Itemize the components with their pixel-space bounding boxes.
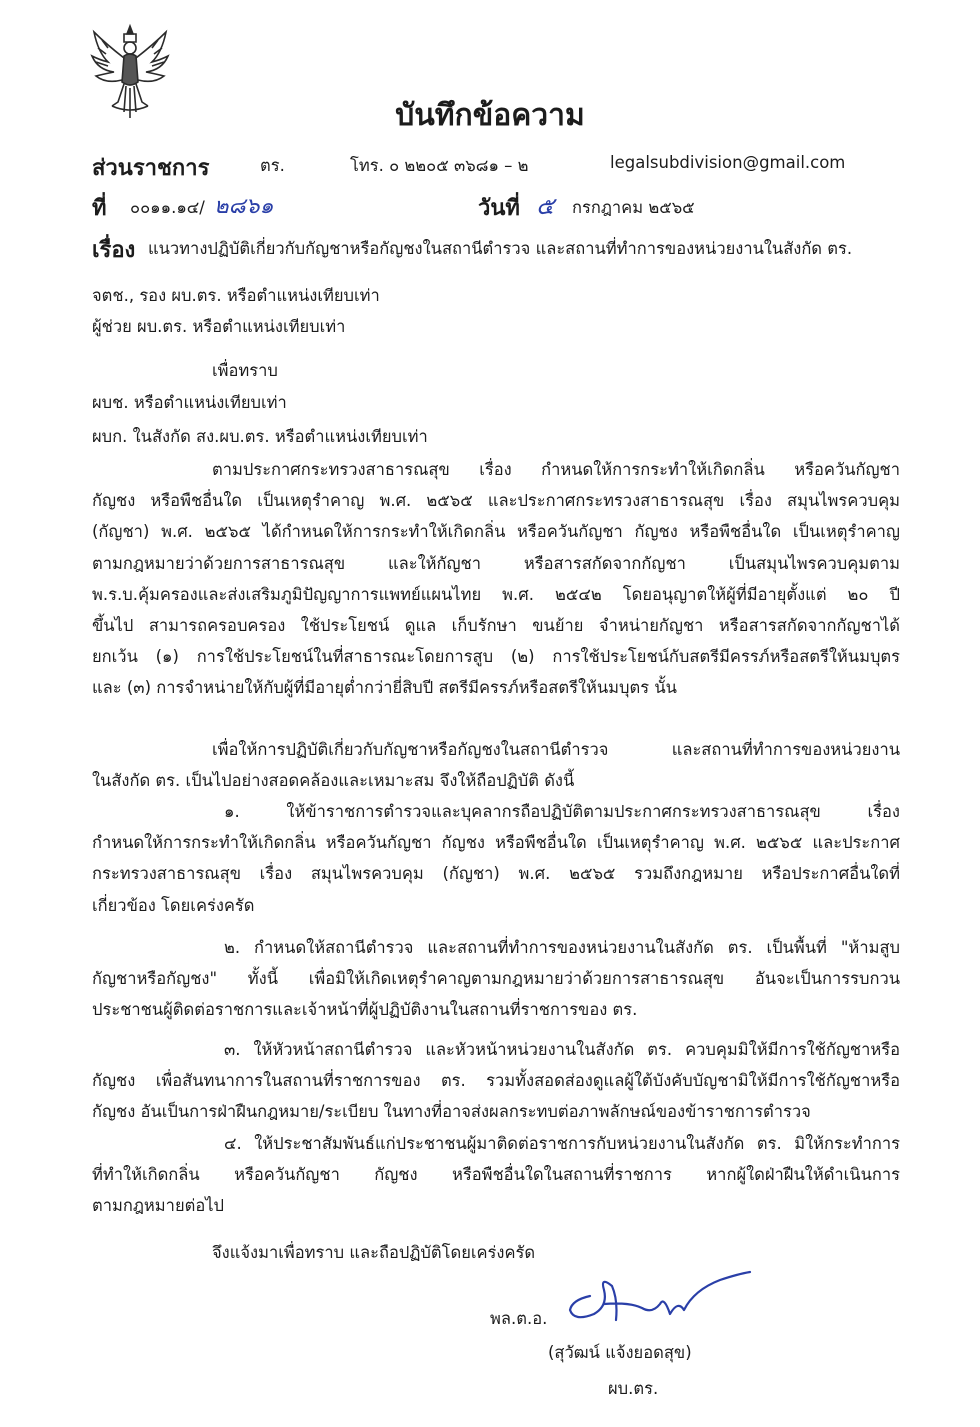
directive-item-4 <box>92 1128 900 1222</box>
closing-line: จึงแจ้งมาเพื่อทราบ และถือปฏิบัติโดยเคร่งครัด <box>212 1243 536 1262</box>
body-paragraph-2 <box>92 734 900 796</box>
memo-title: บันทึกข้อความ <box>395 98 585 133</box>
paragraph-line: ๓. ให้หัวหน้าสถานีตำรวจ และหัวหน้าหน่วยงานในสังกัด ตร. ควบคุมมิให้มีการใช้กัญชาหรือ <box>224 1040 900 1059</box>
cc-line: ผบช. หรือตำแหน่งเทียบเท่า <box>92 393 287 412</box>
paragraph-line: ขึ้นไป สามารถครอบครอง ใช้ประโยชน์ ดูแล เก็บรักษา ขนย้าย จำหน่ายกัญชา หรือสารสกัดจากกัญชาได้ <box>92 616 900 636</box>
for-info-label: เพื่อทราบ <box>212 361 278 380</box>
subject-label: เรื่อง <box>92 238 136 263</box>
paragraph-line: กำหนดให้การกระทำให้เกิดกลิ่น หรือควันกัญชา กัญชง หรือพืชอื่นใด เป็นเหตุรำคาญ พ.ศ. ๒๕๖๕ และประกาศ <box>92 833 900 853</box>
agency-label: ส่วนราชการ <box>92 156 210 181</box>
signer-name: (สุวัฒน์ แจ้งยอดสุข) <box>548 1343 692 1362</box>
date-month-year: กรกฎาคม ๒๕๖๕ <box>572 198 695 217</box>
paragraph-line: ยกเว้น (๑) การใช้ประโยชน์ในที่สาธารณะโดยการสูบ (๒) การใช้ประโยชน์กับสตรีมีครรภ์หรือสตรีให้นมบุตร <box>92 647 900 667</box>
paragraph-line: กัญชาหรือกัญชง" ทั้งนี้ เพื่อมิให้เกิดเหตุรำคาญตามกฎหมายว่าด้วยการสาธารณสุข อันจะเป็นการรบกวน <box>92 969 900 989</box>
body-paragraph-1 <box>92 454 900 704</box>
directive-item-2 <box>92 932 900 1026</box>
phone-number: โทร. ๐ ๒๒๐๕ ๓๖๘๑ – ๒ <box>350 156 529 175</box>
paragraph-line: และ (๓) การจำหน่ายให้กับผู้ที่มีอายุต่ำกว่ายี่สิบปี สตรีมีครรภ์หรือสตรีให้นมบุตร นั้น <box>92 678 677 698</box>
recipient-line: ผู้ช่วย ผบ.ตร. หรือตำแหน่งเทียบเท่า <box>92 317 346 336</box>
paragraph-line: ตามกฎหมายว่าด้วยการสาธารณสุข และให้กัญชา หรือสารสกัดจากกัญชา เป็นสมุนไพรควบคุมตาม <box>92 553 900 573</box>
directive-item-3 <box>92 1034 900 1128</box>
paragraph-line: พ.ร.บ.คุ้มครองและส่งเสริมภูมิปัญญาการแพทย์แผนไทย พ.ศ. ๒๕๔๒ โดยอนุญาตให้ผู้ที่มีอายุตั้งแต่ ๒๐ ปี <box>92 584 900 604</box>
paragraph-line: เกี่ยวข้อง โดยเคร่งครัด <box>92 895 255 915</box>
memo-number-handwritten: ๒๘๖๑ <box>214 194 274 219</box>
paragraph-line: ประชาชนผู้ติดต่อราชการและเจ้าหน้าที่ผู้ปฏิบัติงานในสถานที่ราชการของ ตร. <box>92 1000 638 1020</box>
date-day-handwritten: ๕ <box>536 192 555 220</box>
memo-number-label: ที่ <box>92 196 107 221</box>
signer-position: ผบ.ตร. <box>608 1379 659 1398</box>
paragraph-line: กัญชง หรือพืชอื่นใด เป็นเหตุรำคาญ พ.ศ. ๒๕๖๕ และประกาศกระทรวงสาธารณสุข เรื่อง สมุนไพรควบคุม <box>92 491 900 511</box>
handwritten-signature <box>560 1270 760 1330</box>
paragraph-line: ๔. ให้ประชาสัมพันธ์แก่ประชาชนผู้มาติดต่อราชการกับหน่วยงานในสังกัด ตร. มิให้กระทำการ <box>224 1134 900 1153</box>
paragraph-line: กัญชง เพื่อสันทนาการในสถานที่ราชการของ ตร. รวมทั้งสอดส่องดูแลผู้ใต้บังคับบัญชามิให้มีการใช้กัญชาหรือ <box>92 1071 900 1091</box>
email-address: legalsubdivision@gmail.com <box>610 153 846 172</box>
agency-value: ตร. <box>260 156 285 175</box>
paragraph-line: ที่ทำให้เกิดกลิ่น หรือควันกัญชา กัญชง หรือพืชอื่นใดในสถานที่ราชการ หากผู้ใดฝ่าฝืนให้ดำเนินการ <box>92 1165 900 1185</box>
paragraph-line: ตามประกาศกระทรวงสาธารณสุข เรื่อง กำหนดให้การกระทำให้เกิดกลิ่น หรือควันกัญชา <box>212 460 900 479</box>
directive-item-1 <box>92 796 900 921</box>
signer-rank: พล.ต.อ. <box>490 1309 548 1328</box>
paragraph-line: เพื่อให้การปฏิบัติเกี่ยวกับกัญชาหรือกัญชงในสถานีตำรวจ และสถานที่ทำการของหน่วยงาน <box>212 740 900 759</box>
date-label: วันที่ <box>478 196 520 221</box>
paragraph-line: ตามกฎหมายต่อไป <box>92 1196 225 1216</box>
paragraph-line: กระทรวงสาธารณสุข เรื่อง สมุนไพรควบคุม (กัญชา) พ.ศ. ๒๕๖๕ รวมถึงกฎหมาย หรือประกาศอื่นใดที่ <box>92 864 900 884</box>
recipient-line: จตช., รอง ผบ.ตร. หรือตำแหน่งเทียบเท่า <box>92 286 380 305</box>
subject-text: แนวทางปฏิบัติเกี่ยวกับกัญชาหรือกัญชงในสถานีตำรวจ และสถานที่ทำการของหน่วยงานในสังกัด ตร. <box>148 239 853 258</box>
paragraph-line: ในสังกัด ตร. เป็นไปอย่างสอดคล้องและเหมาะสม จึงให้ถือปฏิบัติ ดังนี้ <box>92 771 575 791</box>
paragraph-line: ๒. กำหนดให้สถานีตำรวจ และสถานที่ทำการของหน่วยงานในสังกัด ตร. เป็นพื้นที่ "ห้ามสูบ <box>224 938 900 957</box>
paragraph-line: กัญชง อันเป็นการฝ่าฝืนกฎหมาย/ระเบียบ ในทางที่อาจส่งผลกระทบต่อภาพลักษณ์ของข้าราชการตำรวจ <box>92 1102 811 1122</box>
cc-line: ผบก. ในสังกัด สง.ผบ.ตร. หรือตำแหน่งเทียบเท่า <box>92 427 428 446</box>
memo-number-prefix: ๐๐๑๑.๑๔/ <box>130 198 205 217</box>
paragraph-line: ๑. ให้ข้าราชการตำรวจและบุคลากรถือปฏิบัติตามประกาศกระทรวงสาธารณสุข เรื่อง <box>224 802 900 821</box>
paragraph-line: (กัญชา) พ.ศ. ๒๕๖๕ ได้กำหนดให้การกระทำให้เกิดกลิ่น หรือควันกัญชา กัญชง หรือพืชอื่นใด เป็นเหตุรำคาญ <box>92 522 900 542</box>
